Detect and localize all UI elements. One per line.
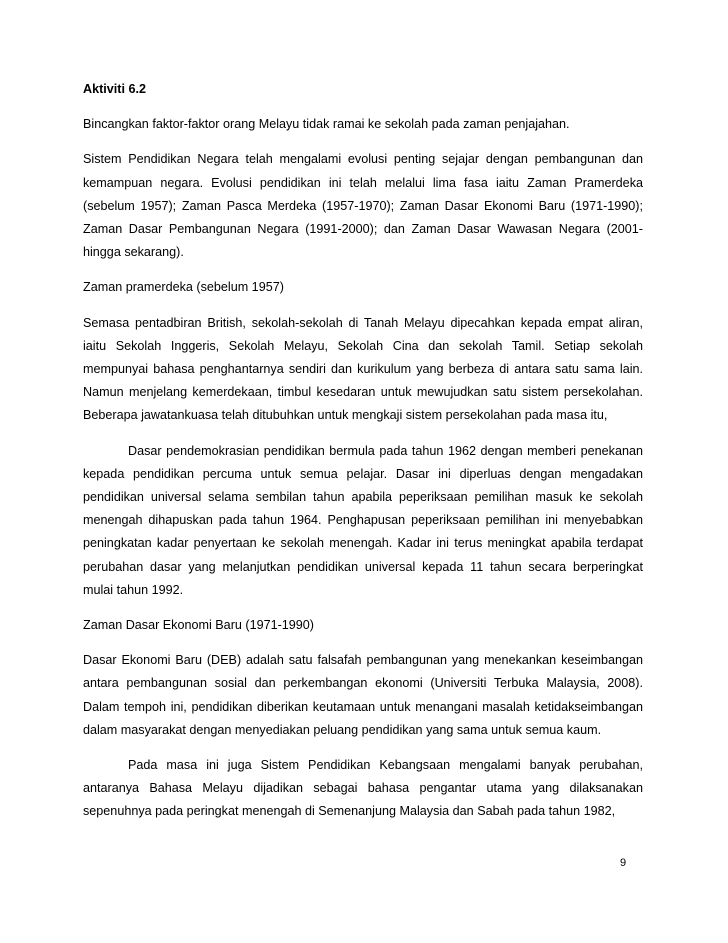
paragraph-deb: Dasar Ekonomi Baru (DEB) adalah satu falsafah pembangunan yang menekankan keseimbangan antara pembangunan sosial dan perkembangan ekonomi (Universiti Terbuka Malaysia, 2008). Dalam tempoh ini, pendidikan diberikan keutamaan untuk menangani masalah ketidakseimbangan dalam masyarakat dengan menyediakan peluang pendidikan yang sama untuk semua kaum. bbox=[83, 653, 643, 737]
section-title-deb: Zaman Dasar Ekonomi Baru (1971-1990) bbox=[83, 618, 314, 633]
paragraph-democratization: Dasar pendemokrasian pendidikan bermula pada tahun 1962 dengan memberi penekanan kepada pendidikan percuma untuk semua pelajar. Dasar ini diperluas dengan mengadakan pendidikan universal selama sembilan tahun apabila peperiksaan pemilihan masuk ke sekolah menengah dihapuskan pada tahun 1964. Penghapusan peperiksaan pemilihan ini menyebabkan peningkatan kadar penyertaan ke sekolah menengah. Kadar ini terus meningkat apabila terdapat perubahan dasar yang melanjutkan pendidikan universal kepada 11 tahun secara berperingkat mulai tahun 1992. bbox=[83, 443, 643, 597]
intro-paragraph: Sistem Pendidikan Negara telah mengalami evolusi penting sejajar dengan pembangunan dan kemampuan negara. Evolusi pendidikan ini telah melalui lima fasa iaitu Zaman Pramerdeka (sebelum 1957); Zaman Pasca Merdeka (1957-1970); Zaman Dasar Ekonomi Baru (1971-1990); Zaman Dasar Pembangunan Negara (1991-2000); dan Zaman Dasar Wawasan Negara (2001-hingga sekarang). bbox=[83, 152, 643, 260]
task-text: Bincangkan faktor-faktor orang Melayu tidak ramai ke sekolah pada zaman penjajahan. bbox=[83, 117, 570, 132]
activity-title: Aktiviti 6.2 bbox=[83, 82, 146, 96]
paragraph-national-education: Pada masa ini juga Sistem Pendidikan Kebangsaan mengalami banyak perubahan, antaranya Bahasa Melayu dijadikan sebagai bahasa pengantar utama yang dilaksanakan sepenuhnya pada peringkat menengah di Semenanjung Malaysia dan Sabah pada tahun 1982, bbox=[83, 758, 643, 819]
paragraph-british-schools: Semasa pentadbiran British, sekolah-sekolah di Tanah Melayu dipecahkan kepada empat aliran, iaitu Sekolah Inggeris, Sekolah Melayu, Sekolah Cina dan sekolah Tamil. Setiap sekolah mempunyai bahasa penghantarnya sendiri dan kurikulum yang berbeza di antara satu sama lain. Namun menjelang kemerdekaan, timbul kesedaran untuk mewujudkan satu sistem persekolahan. Beberapa jawatankuasa telah ditubuhkan untuk mengkaji sistem persekolahan pada masa itu, bbox=[83, 315, 643, 423]
section-title-pramerdeka: Zaman pramerdeka (sebelum 1957) bbox=[83, 280, 284, 295]
page-content bbox=[83, 78, 643, 836]
page-number: 9 bbox=[620, 857, 627, 869]
